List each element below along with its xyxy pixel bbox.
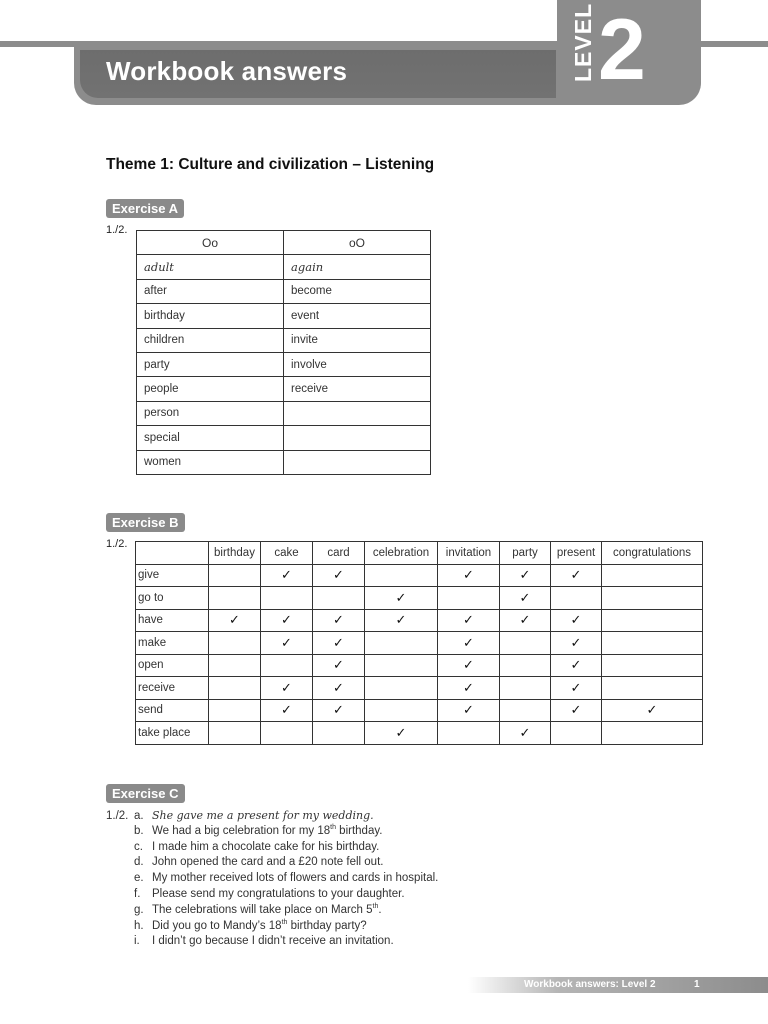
check-icon: ✓ — [463, 702, 474, 718]
tick-cell — [551, 632, 602, 655]
table-cell — [602, 654, 703, 677]
check-icon: ✓ — [333, 567, 344, 583]
table-cell — [365, 632, 438, 655]
exercise-b-table — [135, 541, 703, 745]
list-item — [106, 808, 438, 824]
tick-cell — [438, 632, 500, 655]
table-row — [136, 654, 703, 677]
list-item — [106, 855, 438, 871]
item-letter: c. — [134, 840, 143, 853]
table-row — [136, 699, 703, 722]
row-label: have — [136, 609, 209, 632]
tick-cell — [602, 699, 703, 722]
table-cell — [209, 699, 261, 722]
table-header-row — [136, 542, 703, 565]
table-cell — [602, 632, 703, 655]
table-cell — [261, 587, 313, 610]
table-cell — [500, 699, 551, 722]
table-cell: adult — [137, 255, 284, 279]
list-item — [106, 887, 438, 903]
table-cell — [602, 587, 703, 610]
table-row — [137, 450, 431, 474]
table-row — [137, 352, 431, 376]
table-cell — [209, 677, 261, 700]
tick-cell — [365, 609, 438, 632]
check-icon: ✓ — [570, 679, 582, 695]
exercise-b-label: Exercise B — [106, 513, 185, 532]
level-label: LEVEL — [570, 2, 596, 82]
table-header-row — [137, 231, 431, 255]
column-header: present — [551, 542, 602, 565]
check-icon: ✓ — [281, 634, 292, 650]
check-icon: ✓ — [570, 702, 582, 718]
check-icon: ✓ — [281, 612, 292, 628]
sentence-text: She gave me a present for my wedding. — [152, 809, 374, 822]
sentence-text-end: birthday party? — [287, 919, 367, 932]
row-label: take place — [136, 722, 209, 745]
tick-cell — [209, 609, 261, 632]
check-icon: ✓ — [519, 567, 531, 583]
footer-text: Workbook answers: Level 2 — [524, 979, 656, 990]
table-cell — [261, 722, 313, 745]
tick-cell — [365, 722, 438, 745]
item-letter: i. — [134, 935, 140, 948]
exercise-a-table — [136, 230, 431, 475]
table-cell: women — [137, 450, 284, 474]
table-cell — [438, 587, 500, 610]
check-icon: ✓ — [333, 634, 344, 650]
tick-cell — [551, 609, 602, 632]
tick-cell — [261, 699, 313, 722]
check-icon: ✓ — [395, 612, 407, 628]
item-letter: h. — [134, 919, 144, 932]
table-cell: birthday — [137, 304, 284, 328]
table-cell — [602, 609, 703, 632]
exercise-a-label: Exercise A — [106, 199, 184, 218]
row-label: open — [136, 654, 209, 677]
table-cell: person — [137, 401, 284, 425]
column-header: oO — [284, 231, 431, 255]
sentence-text: John opened the card and a £20 note fell out. — [152, 856, 384, 869]
check-icon: ✓ — [646, 702, 658, 718]
page-number: 1 — [694, 979, 700, 990]
table-row — [137, 304, 431, 328]
table-cell — [500, 632, 551, 655]
table-row — [137, 426, 431, 450]
table-cell — [365, 654, 438, 677]
check-icon: ✓ — [519, 612, 531, 628]
tick-cell — [438, 609, 500, 632]
check-icon: ✓ — [570, 634, 582, 650]
check-icon: ✓ — [333, 612, 344, 628]
tick-cell — [438, 699, 500, 722]
tick-cell — [313, 677, 365, 700]
item-letter: a. — [134, 810, 144, 822]
table-cell — [209, 564, 261, 587]
check-icon: ✓ — [333, 702, 344, 718]
check-icon: ✓ — [519, 589, 531, 605]
exercise-c-qnum: 1./2. — [106, 810, 129, 822]
tick-cell — [261, 609, 313, 632]
tick-cell — [365, 587, 438, 610]
table-cell: children — [137, 328, 284, 352]
exercise-c-label: Exercise C — [106, 784, 185, 803]
table-row — [137, 328, 431, 352]
tick-cell — [261, 632, 313, 655]
check-icon: ✓ — [463, 679, 474, 695]
tick-cell — [313, 564, 365, 587]
table-row — [136, 722, 703, 745]
column-header: party — [500, 542, 551, 565]
table-cell — [284, 426, 431, 450]
table-cell — [602, 677, 703, 700]
check-icon: ✓ — [395, 724, 407, 740]
tick-cell — [551, 677, 602, 700]
check-icon: ✓ — [463, 634, 474, 650]
table-cell — [551, 722, 602, 745]
table-cell: again — [284, 255, 431, 279]
list-item — [106, 840, 438, 856]
sentence-text: Did you go to Mandy’s 18 — [152, 919, 282, 932]
table-cell: after — [137, 279, 284, 303]
list-item — [106, 824, 438, 840]
column-header: birthday — [209, 542, 261, 565]
tick-cell — [500, 564, 551, 587]
tick-cell — [551, 699, 602, 722]
sentence-text: I didn’t go because I didn’t receive an invitation. — [152, 935, 394, 948]
column-header: Oo — [137, 231, 284, 255]
row-label: receive — [136, 677, 209, 700]
row-label: go to — [136, 587, 209, 610]
check-icon: ✓ — [333, 657, 344, 673]
page-title: Workbook answers — [106, 56, 348, 86]
check-icon: ✓ — [229, 612, 240, 628]
row-label: make — [136, 632, 209, 655]
check-icon: ✓ — [281, 567, 292, 583]
table-cell: receive — [284, 377, 431, 401]
tick-cell — [551, 564, 602, 587]
table-row — [136, 564, 703, 587]
table-cell — [209, 654, 261, 677]
check-icon: ✓ — [281, 702, 292, 718]
check-icon: ✓ — [463, 657, 474, 673]
table-row — [137, 279, 431, 303]
check-icon: ✓ — [570, 612, 582, 628]
column-header: congratulations — [602, 542, 703, 565]
check-icon: ✓ — [519, 724, 531, 740]
sentence-text: Please send my congratulations to your daughter. — [152, 887, 405, 900]
check-icon: ✓ — [333, 679, 344, 695]
sentence-text: The celebrations will take place on March 5 — [152, 903, 373, 916]
sentence-text: My mother received lots of flowers and cards in hospital. — [152, 872, 439, 885]
exercise-a-qnum: 1./2. — [106, 224, 128, 236]
check-icon: ✓ — [463, 567, 474, 583]
list-item — [106, 919, 438, 935]
sentence-text: We had a big celebration for my 18 — [152, 824, 331, 837]
row-label: give — [136, 564, 209, 587]
table-row — [137, 401, 431, 425]
list-item — [106, 903, 438, 919]
sentence-text-end: birthday. — [335, 824, 383, 837]
table-cell: people — [137, 377, 284, 401]
table-row — [136, 677, 703, 700]
item-letter: d. — [134, 856, 144, 869]
table-row — [137, 377, 431, 401]
list-item — [106, 871, 438, 887]
table-cell — [261, 654, 313, 677]
table-cell: involve — [284, 352, 431, 376]
row-label: send — [136, 699, 209, 722]
table-row — [136, 587, 703, 610]
column-header: celebration — [365, 542, 438, 565]
table-cell — [284, 401, 431, 425]
level-number: 2 — [598, 2, 646, 98]
table-cell: event — [284, 304, 431, 328]
table-cell — [365, 677, 438, 700]
table-cell — [500, 654, 551, 677]
tick-cell — [438, 677, 500, 700]
corner-cell — [136, 542, 209, 565]
table-cell — [313, 722, 365, 745]
tick-cell — [500, 722, 551, 745]
tick-cell — [313, 609, 365, 632]
ordinal-suffix: th — [372, 902, 379, 910]
item-letter: f. — [134, 887, 141, 900]
tick-cell — [500, 587, 551, 610]
sentence-text: I made him a chocolate cake for his birthday. — [152, 840, 380, 853]
table-cell — [602, 564, 703, 587]
exercise-c-sentences — [106, 808, 438, 950]
table-cell: party — [137, 352, 284, 376]
table-cell — [313, 587, 365, 610]
tick-cell — [438, 654, 500, 677]
theme-title: Theme 1: Culture and civilization – Listening — [106, 156, 435, 173]
tick-cell — [313, 699, 365, 722]
table-cell — [365, 699, 438, 722]
check-icon: ✓ — [463, 612, 474, 628]
table-cell: invite — [284, 328, 431, 352]
sentence-text-end: . — [378, 903, 382, 916]
table-cell — [284, 450, 431, 474]
table-cell — [438, 722, 500, 745]
table-cell — [500, 677, 551, 700]
check-icon: ✓ — [570, 657, 582, 673]
table-row — [136, 632, 703, 655]
item-letter: e. — [134, 872, 144, 885]
exercise-b-qnum: 1./2. — [106, 538, 128, 550]
tick-cell — [313, 654, 365, 677]
table-row — [137, 255, 431, 279]
item-letter: g. — [134, 903, 144, 916]
tick-cell — [438, 564, 500, 587]
check-icon: ✓ — [570, 567, 582, 583]
table-cell — [209, 722, 261, 745]
table-cell — [209, 632, 261, 655]
ordinal-suffix: th — [281, 918, 288, 926]
ordinal-suffix: th — [330, 823, 336, 831]
column-header: card — [313, 542, 365, 565]
check-icon: ✓ — [281, 679, 292, 695]
column-header: cake — [261, 542, 313, 565]
tick-cell — [551, 654, 602, 677]
tick-cell — [500, 609, 551, 632]
check-icon: ✓ — [395, 589, 407, 605]
table-cell — [365, 564, 438, 587]
item-letter: b. — [134, 824, 144, 837]
list-item — [106, 934, 438, 950]
tick-cell — [313, 632, 365, 655]
column-header: invitation — [438, 542, 500, 565]
table-row — [136, 609, 703, 632]
table-cell: special — [137, 426, 284, 450]
table-cell — [551, 587, 602, 610]
table-cell — [602, 722, 703, 745]
table-cell: become — [284, 279, 431, 303]
tick-cell — [261, 677, 313, 700]
table-cell — [209, 587, 261, 610]
tick-cell — [261, 564, 313, 587]
